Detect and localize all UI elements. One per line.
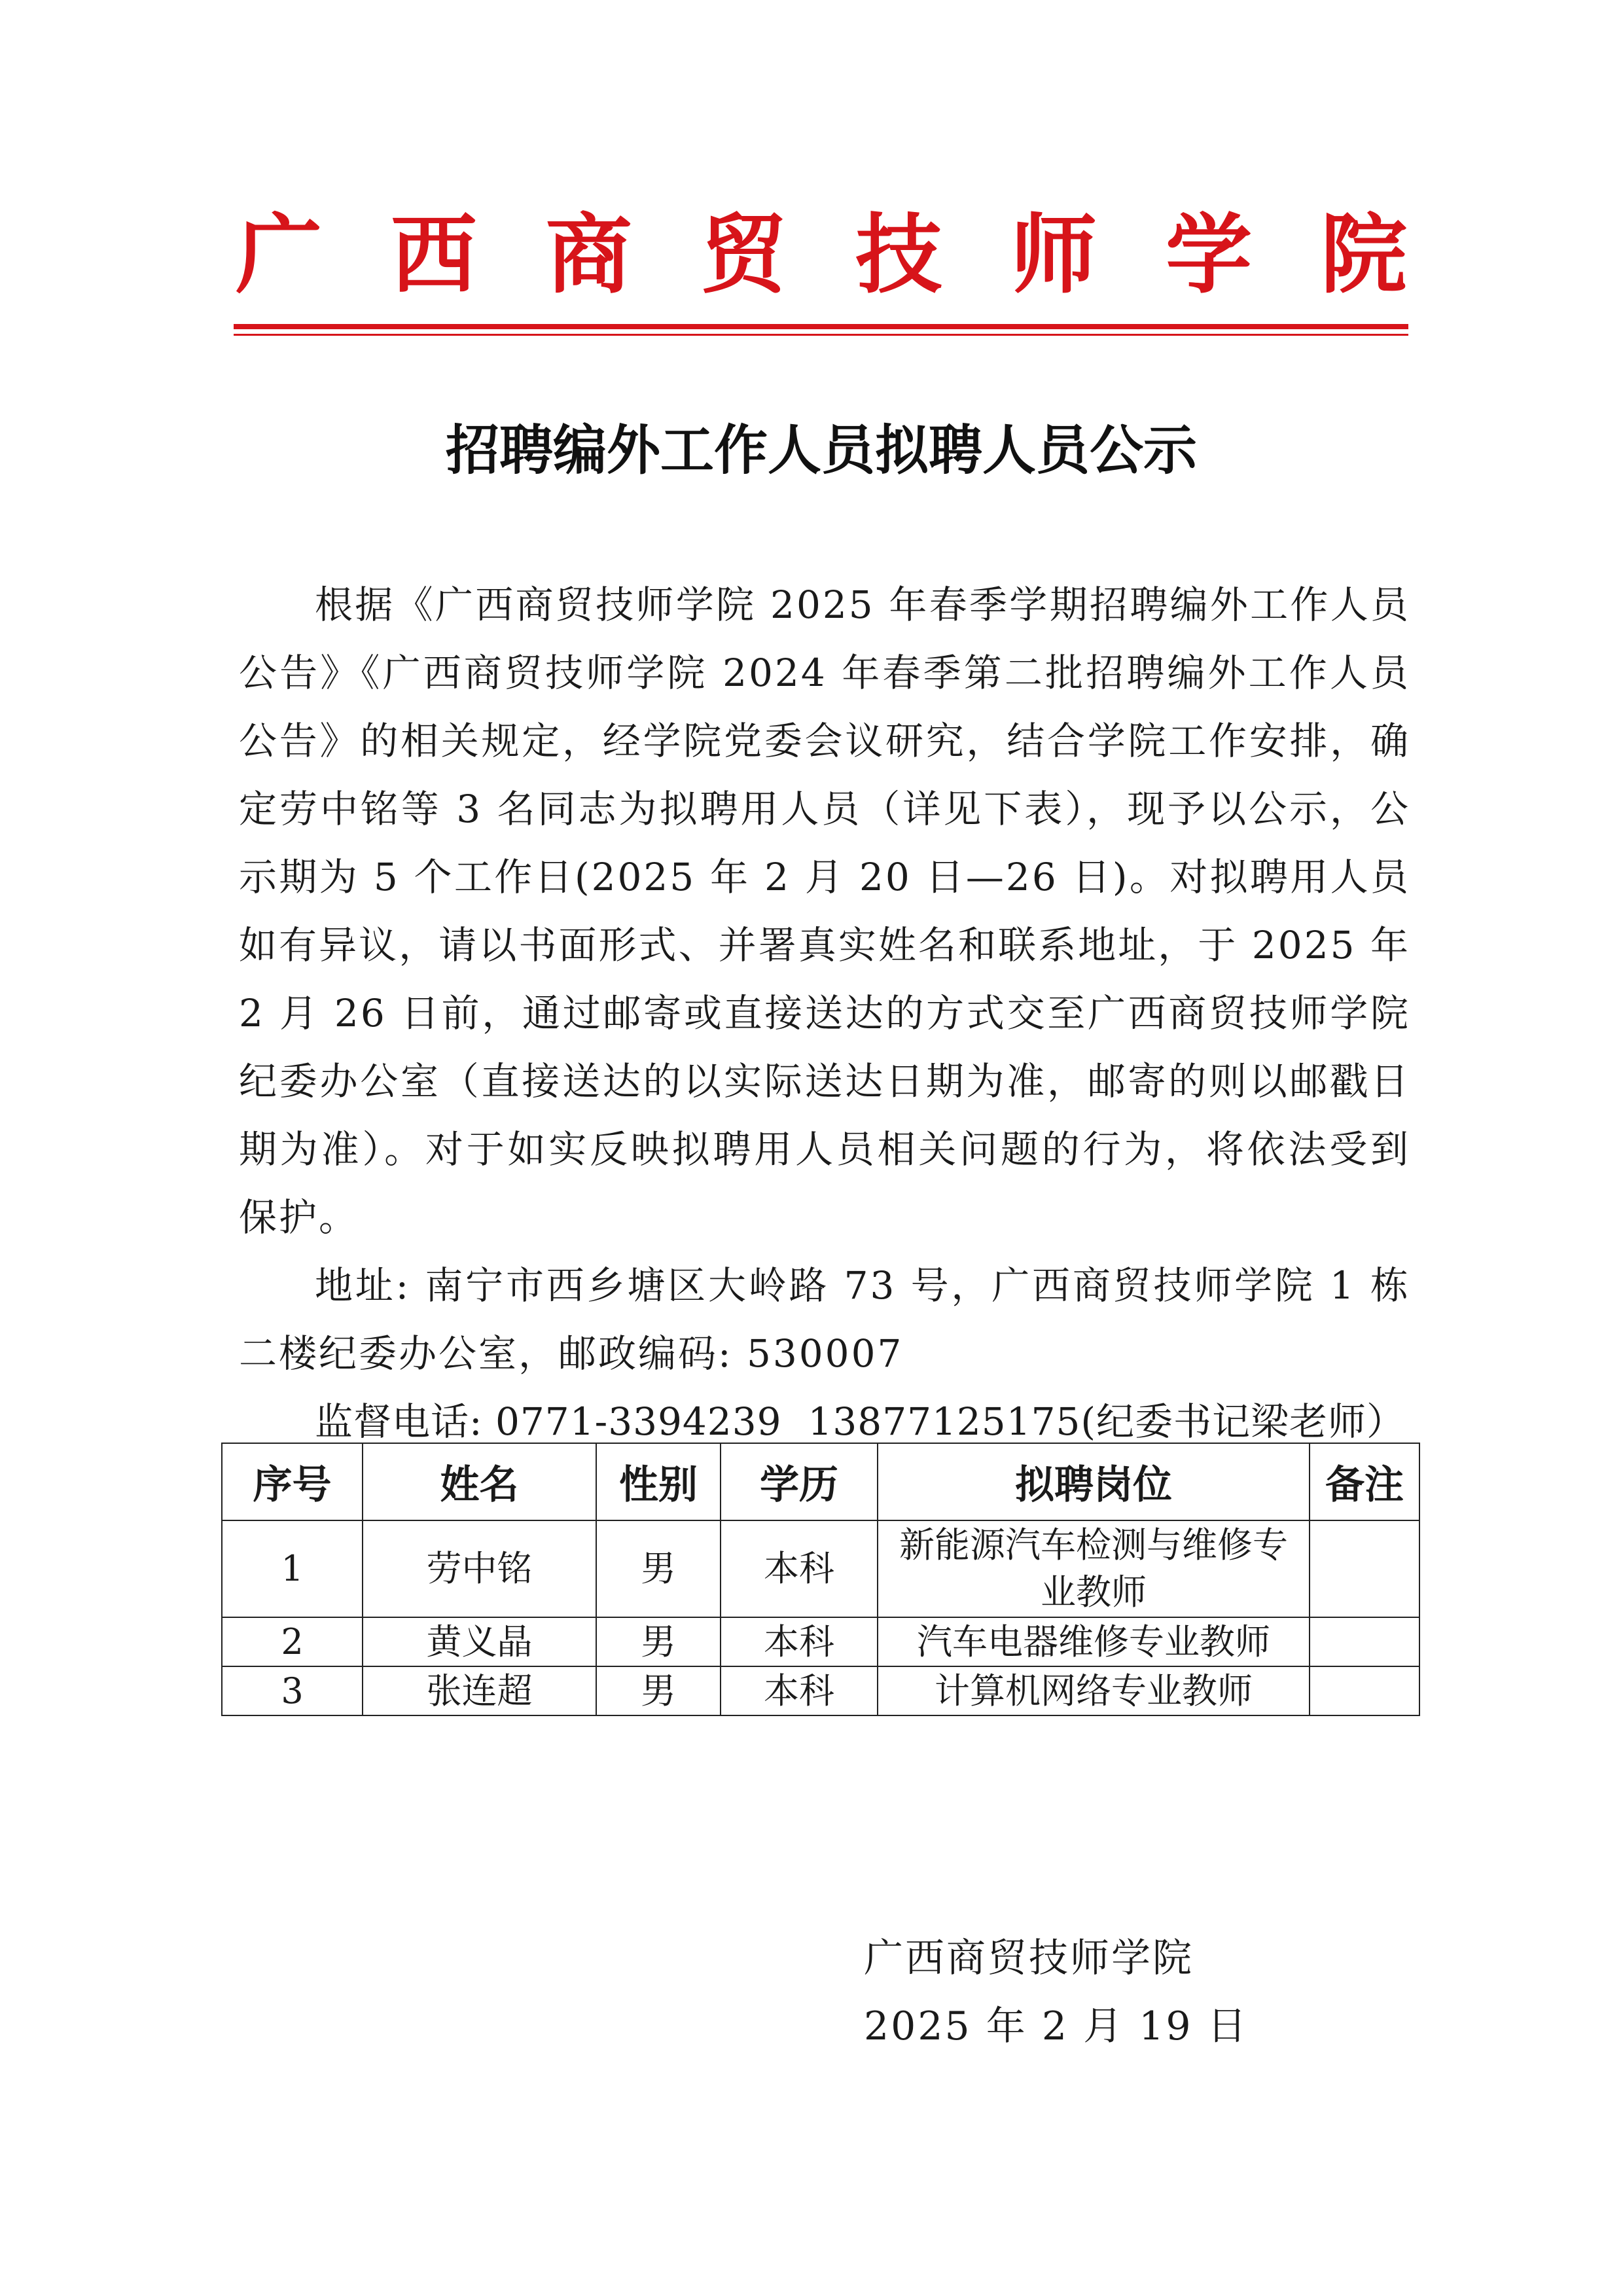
cell-remarks xyxy=(1310,1617,1419,1666)
signature-org: 广西商贸技师学院 xyxy=(864,1935,1194,1981)
header-index: 序号 xyxy=(222,1443,363,1520)
cell-index: 1 xyxy=(222,1520,363,1617)
cell-education: 本科 xyxy=(721,1666,878,1715)
letterhead-char: 院 xyxy=(1320,205,1407,306)
cell-education: 本科 xyxy=(721,1520,878,1617)
cell-name: 黄义晶 xyxy=(363,1617,596,1666)
letterhead-char: 技 xyxy=(855,205,942,306)
table-row xyxy=(222,1617,1419,1666)
document-title: 招聘编外工作人员拟聘人员公示 xyxy=(445,420,1197,482)
cell-gender: 男 xyxy=(596,1666,721,1715)
table-row xyxy=(222,1520,1419,1617)
letterhead-char: 师 xyxy=(1010,205,1097,306)
cell-gender: 男 xyxy=(596,1617,721,1666)
header-position: 拟聘岗位 xyxy=(878,1443,1310,1520)
cell-gender: 男 xyxy=(596,1520,721,1617)
table-row xyxy=(222,1666,1419,1715)
cell-index: 2 xyxy=(222,1617,363,1666)
letterhead xyxy=(236,200,1407,311)
letterhead-char: 贸 xyxy=(700,205,787,306)
header-education: 学历 xyxy=(721,1443,878,1520)
letterhead-char: 广 xyxy=(236,205,322,306)
cell-position: 新能源汽车检测与维修专业教师 xyxy=(878,1520,1310,1617)
cell-remarks xyxy=(1310,1666,1419,1715)
header-gender: 性别 xyxy=(596,1443,721,1520)
cell-name: 劳中铭 xyxy=(363,1520,596,1617)
header-remarks: 备注 xyxy=(1310,1443,1419,1520)
cell-name: 张连超 xyxy=(363,1666,596,1715)
cell-position: 汽车电器维修专业教师 xyxy=(878,1617,1310,1666)
announcement-paragraph: 根据《广西商贸技师学院 2025 年春季学期招聘编外工作人员公告》《广西商贸技师学院 2024 年春季第二批招聘编外工作人员公告》的相关规定，经学院党委会议研究，结合学院工作安排，确定劳中铭等 3 名同志为拟聘用人员（详见下表），现予以公示，公示期为 5 个工作日(2025 年 2 月 20 日—26 日)。对拟聘用人员如有异议，请以书面形式、并署真实姓名和联系地址，于 2025 年 2 月 26 日前，通过邮寄或直接送达的方式交至广西商贸技师学院纪委办公室（直接送达的以实际送达日期为准，邮寄的则以邮戳日期为准）。对于如实反映拟聘用人员相关问题的行为，将依法受到保护。 xyxy=(239,583,1410,1240)
cell-education: 本科 xyxy=(721,1617,878,1666)
letterhead-char: 西 xyxy=(390,205,477,306)
phone-number-mobile: 13877125175(纪委书记梁老师） xyxy=(808,1399,1406,1444)
cell-remarks xyxy=(1310,1520,1419,1617)
signature-date: 2025 年 2 月 19 日 xyxy=(864,2003,1249,2049)
candidates-table xyxy=(221,1443,1420,1716)
letterhead-divider-thin xyxy=(234,334,1408,336)
cell-index: 3 xyxy=(222,1666,363,1715)
letterhead-char: 学 xyxy=(1166,205,1253,306)
phone-label: 监督电话: xyxy=(315,1399,495,1444)
cell-position: 计算机网络专业教师 xyxy=(878,1666,1310,1715)
table-header-row xyxy=(222,1443,1419,1520)
letterhead-char: 商 xyxy=(545,205,632,306)
signature-block xyxy=(864,1924,1249,2060)
phone-number-office: 0771-3394239 xyxy=(495,1399,782,1444)
announcement-body xyxy=(239,571,1410,1456)
address-paragraph: 地址: 南宁市西乡塘区大岭路 73 号，广西商贸技师学院 1 栋二楼纪委办公室，邮政编码: 530007 xyxy=(239,1263,1410,1376)
letterhead-divider-thick xyxy=(234,324,1408,329)
header-name: 姓名 xyxy=(363,1443,596,1520)
